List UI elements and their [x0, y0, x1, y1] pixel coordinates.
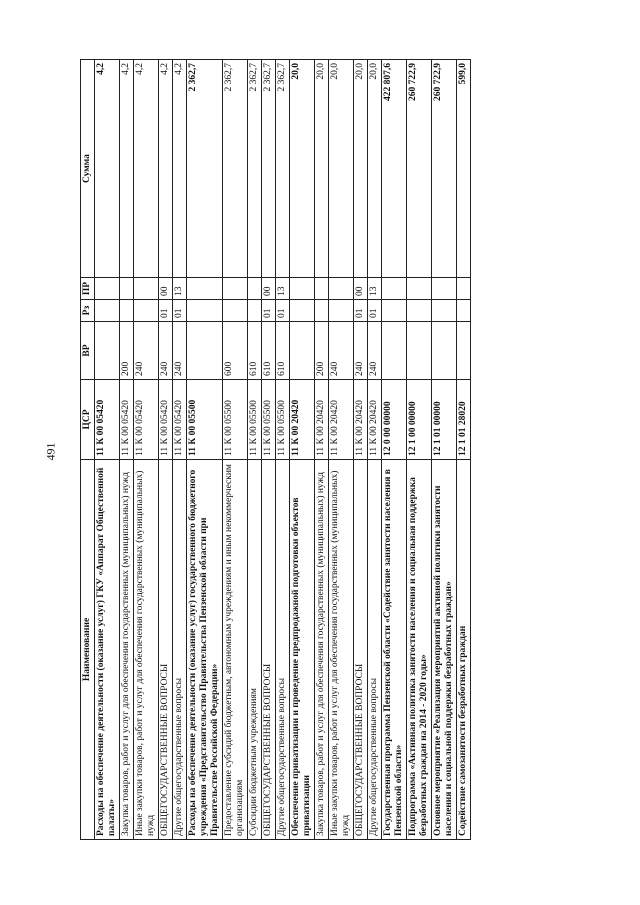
table-row [382, 60, 407, 840]
cell-csr: 11 К 00 05500 [262, 380, 276, 460]
cell-rz: 01 [159, 300, 173, 322]
cell-csr: 11 К 00 20420 [329, 380, 354, 460]
cell-name: Субсидии бюджетным учреждениям [248, 460, 262, 840]
table-row [368, 60, 382, 840]
cell-rz: 01 [368, 300, 382, 322]
cell-name: Другие общегосударственные вопросы [368, 460, 382, 840]
cell-sum: 260 722,9 [407, 60, 432, 278]
cell-rz: 01 [276, 300, 290, 322]
cell-csr: 12 0 00 00000 [382, 380, 407, 460]
table-row [329, 60, 354, 840]
cell-pr [187, 278, 223, 300]
cell-sum: 260 722,9 [432, 60, 457, 278]
cell-vr: 240 [329, 322, 354, 380]
cell-csr: 11 К 00 05420 [173, 380, 187, 460]
cell-name: Расходы на обеспечение деятельности (оказание услуг) ГКУ «Аппарат Общественной палаты» [95, 460, 120, 840]
cell-pr: 00 [262, 278, 276, 300]
cell-csr: 11 К 00 05500 [223, 380, 248, 460]
cell-vr: 610 [276, 322, 290, 380]
table-row [120, 60, 134, 840]
cell-name: Иные закупки товаров, работ и услуг для обеспечения государственных (муниципальных) нужд [329, 460, 354, 840]
cell-vr: 610 [248, 322, 262, 380]
table-row [432, 60, 457, 840]
cell-vr: 240 [159, 322, 173, 380]
cell-pr [248, 278, 262, 300]
cell-csr: 12 1 00 00000 [407, 380, 432, 460]
table-row [315, 60, 329, 840]
cell-rz [407, 300, 432, 322]
cell-csr: 11 К 00 20420 [368, 380, 382, 460]
page-number: 491 [43, 442, 58, 461]
cell-rz [432, 300, 457, 322]
budget-table-container [80, 60, 560, 840]
cell-pr: 13 [368, 278, 382, 300]
cell-rz [329, 300, 354, 322]
cell-pr: 00 [159, 278, 173, 300]
table-row [173, 60, 187, 840]
cell-pr [134, 278, 159, 300]
cell-sum: 2 362,7 [223, 60, 248, 278]
cell-name: Подпрограмма «Активная политика занятости населения и социальная поддержка безработных граждан на 2014 - 2020 годы» [407, 460, 432, 840]
cell-sum: 4,2 [120, 60, 134, 278]
header-pr: ПР [81, 278, 95, 300]
cell-name: Другие общегосударственные вопросы [173, 460, 187, 840]
cell-rz: 01 [262, 300, 276, 322]
cell-vr [382, 322, 407, 380]
cell-vr: 200 [315, 322, 329, 380]
cell-pr: 00 [354, 278, 368, 300]
cell-name: ОБЩЕГОСУДАРСТВЕННЫЕ ВОПРОСЫ [354, 460, 368, 840]
cell-vr [457, 322, 471, 380]
cell-pr [329, 278, 354, 300]
table-header-row [81, 60, 95, 840]
cell-csr: 11 К 00 20420 [290, 380, 315, 460]
cell-vr [432, 322, 457, 380]
cell-pr [120, 278, 134, 300]
cell-name: Содействие самозанятости безработных граждан [457, 460, 471, 840]
cell-csr: 11 К 00 05420 [95, 380, 120, 460]
table-row [262, 60, 276, 840]
cell-name: Закупка товаров, работ и услуг для обеспечения государственных (муниципальных) нужд [315, 460, 329, 840]
cell-rz [457, 300, 471, 322]
header-name: Наименование [81, 460, 95, 840]
cell-vr [187, 322, 223, 380]
cell-vr: 600 [223, 322, 248, 380]
cell-sum: 2 362,7 [187, 60, 223, 278]
cell-name: Иные закупки товаров, работ и услуг для обеспечения государственных (муниципальных) нужд [134, 460, 159, 840]
table-row [187, 60, 223, 840]
header-csr: ЦСР [81, 380, 95, 460]
cell-name: Основное мероприятие «Реализация мероприятий активной политики занятости населения и социальной поддержки безработных граждан» [432, 460, 457, 840]
cell-sum: 4,2 [173, 60, 187, 278]
cell-csr: 12 1 01 00000 [432, 380, 457, 460]
header-vr: ВР [81, 322, 95, 380]
cell-sum: 599,0 [457, 60, 471, 278]
table-row [354, 60, 368, 840]
cell-name: ОБЩЕГОСУДАРСТВЕННЫЕ ВОПРОСЫ [262, 460, 276, 840]
cell-csr: 11 К 00 05420 [159, 380, 173, 460]
cell-rz [290, 300, 315, 322]
cell-sum: 20,0 [315, 60, 329, 278]
cell-vr: 200 [120, 322, 134, 380]
cell-sum: 2 362,7 [248, 60, 262, 278]
cell-sum: 20,0 [354, 60, 368, 278]
cell-pr [315, 278, 329, 300]
table-row [134, 60, 159, 840]
cell-sum: 2 362,7 [262, 60, 276, 278]
cell-csr: 11 К 00 05500 [187, 380, 223, 460]
cell-pr: 13 [173, 278, 187, 300]
table-row [290, 60, 315, 840]
table-row [223, 60, 248, 840]
cell-name: Расходы на обеспечение деятельности (оказание услуг) государственного бюджетного учреждения «Представительство Правительства Пензенской области при Правительстве Российской Федерации» [187, 460, 223, 840]
cell-name: Другие общегосударственные вопросы [276, 460, 290, 840]
cell-rz [248, 300, 262, 322]
cell-pr [95, 278, 120, 300]
table-row [95, 60, 120, 840]
cell-sum: 20,0 [329, 60, 354, 278]
cell-csr: 11 К 00 05420 [120, 380, 134, 460]
budget-table [80, 59, 471, 840]
cell-rz [382, 300, 407, 322]
table-body [95, 60, 471, 840]
table-row [248, 60, 262, 840]
cell-rz [223, 300, 248, 322]
cell-sum: 2 362,7 [276, 60, 290, 278]
cell-name: ОБЩЕГОСУДАРСТВЕННЫЕ ВОПРОСЫ [159, 460, 173, 840]
cell-vr: 610 [262, 322, 276, 380]
cell-vr: 240 [368, 322, 382, 380]
cell-vr: 240 [134, 322, 159, 380]
cell-pr [432, 278, 457, 300]
cell-csr: 11 К 00 05420 [134, 380, 159, 460]
cell-csr: 11 К 00 20420 [315, 380, 329, 460]
cell-pr [407, 278, 432, 300]
cell-pr: 13 [276, 278, 290, 300]
header-rz: Рз [81, 300, 95, 322]
header-sum: Сумма [81, 60, 95, 278]
cell-pr [223, 278, 248, 300]
cell-pr [290, 278, 315, 300]
cell-sum: 4,2 [159, 60, 173, 278]
cell-sum: 422 807,6 [382, 60, 407, 278]
cell-vr [290, 322, 315, 380]
cell-pr [457, 278, 471, 300]
cell-rz: 01 [173, 300, 187, 322]
cell-vr: 240 [354, 322, 368, 380]
cell-csr: 11 К 00 05500 [276, 380, 290, 460]
cell-sum: 4,2 [134, 60, 159, 278]
cell-name: Предоставление субсидий бюджетным, автономным учреждениям и иным некоммерческим организациям [223, 460, 248, 840]
cell-rz [120, 300, 134, 322]
cell-rz [134, 300, 159, 322]
rotated-page-area [80, 60, 560, 840]
table-row [457, 60, 471, 840]
cell-rz: 01 [354, 300, 368, 322]
cell-vr: 240 [173, 322, 187, 380]
table-row [276, 60, 290, 840]
cell-name: Обеспечение приватизации и проведение предпродажной подготовки объектов приватизации [290, 460, 315, 840]
cell-csr: 11 К 00 20420 [354, 380, 368, 460]
cell-rz [187, 300, 223, 322]
cell-name: Закупка товаров, работ и услуг для обеспечения государственных (муниципальных) нужд [120, 460, 134, 840]
cell-vr [407, 322, 432, 380]
cell-sum: 20,0 [290, 60, 315, 278]
cell-name: Государственная программа Пензенской области «Содействие занятости населения в Пензенской области» [382, 460, 407, 840]
cell-sum: 4,2 [95, 60, 120, 278]
table-row [159, 60, 173, 840]
cell-csr: 12 1 01 28020 [457, 380, 471, 460]
cell-vr [95, 322, 120, 380]
cell-pr [382, 278, 407, 300]
cell-csr: 11 К 00 05500 [248, 380, 262, 460]
cell-sum: 20,0 [368, 60, 382, 278]
cell-rz [95, 300, 120, 322]
cell-rz [315, 300, 329, 322]
table-row [407, 60, 432, 840]
